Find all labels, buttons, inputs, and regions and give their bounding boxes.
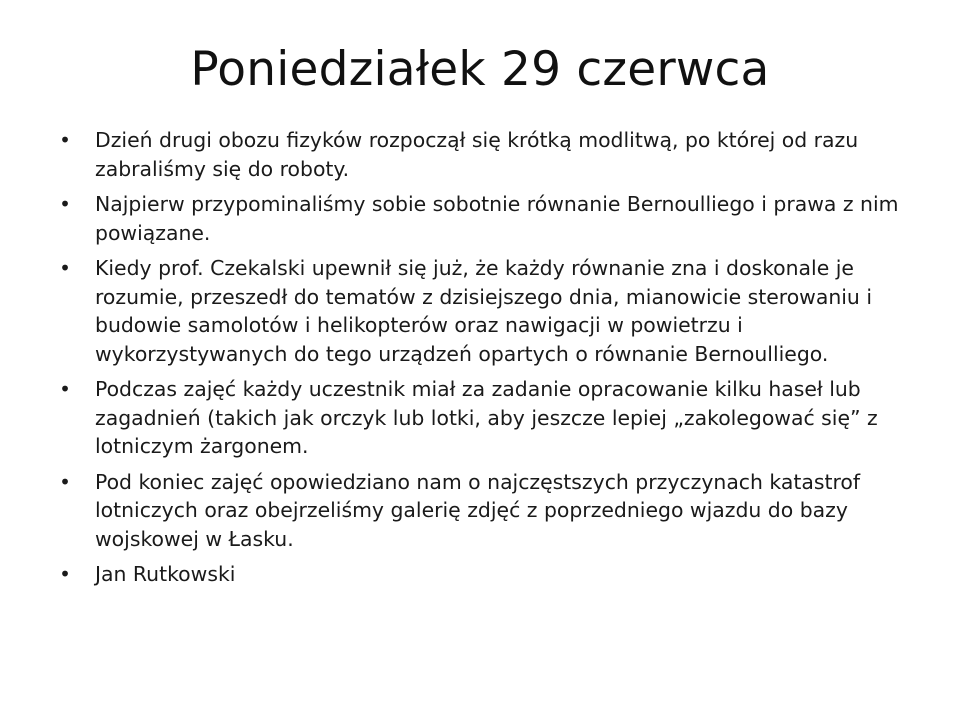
bullet-text: Najpierw przypominaliśmy sobie sobotnie równanie Bernoulliego i prawa z nim powiązane. (95, 192, 899, 245)
bullet-list (58, 126, 910, 596)
bullet-item-6 (58, 560, 910, 589)
bullet-dot-icon: • (59, 377, 71, 401)
bullet-text: Jan Rutkowski (95, 562, 236, 586)
bullet-text: Dzień drugi obozu fizyków rozpoczął się krótką modlitwą, po której od razu zabraliśmy się do roboty. (95, 128, 859, 181)
bullet-dot-icon: • (59, 562, 71, 586)
bullet-dot-icon: • (59, 192, 71, 216)
bullet-dot-icon: • (59, 128, 71, 152)
bullet-item-3 (58, 254, 910, 368)
bullet-item-1 (58, 126, 910, 183)
bullet-text: Pod koniec zajęć opowiedziano nam o najczęstszych przyczynach katastrof lotniczych oraz obejrzeliśmy galerię zdjęć z poprzedniego wjazdu do bazy wojskowej w Łasku. (95, 469, 861, 551)
bullet-item-5 (58, 468, 910, 554)
slide-title: Poniedziałek 29 czerwca (190, 42, 770, 97)
bullet-text: Kiedy prof. Czekalski upewnił się już, że każdy równanie zna i doskonale je rozumie, przeszedł do tematów z dzisiejszego dnia, mianowicie sterowaniu i budowie samolotów i helikopterów oraz nawigacji w powietrzu i wykorzystywanych do tego urządzeń opartych o równanie Bernoulliego. (95, 256, 872, 366)
bullet-item-4 (58, 375, 910, 461)
bullet-item-2 (58, 190, 910, 247)
bullet-text: Podczas zajęć każdy uczestnik miał za zadanie opracowanie kilku haseł lub zagadnień (takich jak orczyk lub lotki, aby jeszcze lepiej „zakolegować się” z lotniczym żargonem. (95, 377, 878, 458)
bullet-dot-icon: • (59, 469, 71, 494)
bullet-dot-icon: • (59, 256, 71, 280)
